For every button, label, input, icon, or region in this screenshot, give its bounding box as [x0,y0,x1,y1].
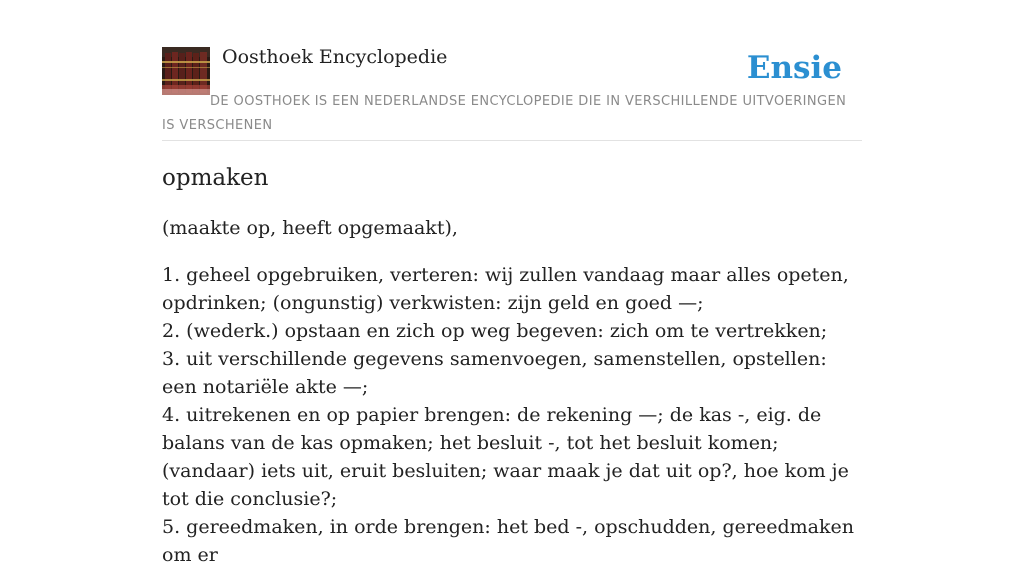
definition-item: 5. gereedmaken, in orde brengen: het bed -, opschudden, gereedmaken om er [162,516,854,566]
entry-definitions [162,261,862,569]
definition-item: 1. geheel opgebruiken, verteren: wij zullen vandaag maar alles opeten, opdrinken; (ongunstig) verkwisten: zijn geld en goed —; [162,264,849,314]
site-avatar[interactable] [162,47,210,95]
site-header [162,44,862,141]
entry-forms: (maakte op, heeft opgemaakt), [162,217,458,239]
site-title[interactable]: Oosthoek Encyclopedie [222,46,448,68]
definition-item: 2. (wederk.) opstaan en zich op weg begeven: zich om te vertrekken; [162,320,828,342]
entry-headword: opmaken [162,165,269,191]
encyclopedia-books-icon [162,47,210,95]
site-tagline: DE OOSTHOEK IS EEN NEDERLANDSE ENCYCLOPEDIE DIE IN VERSCHILLENDE UITVOERINGEN IS VERSCHENEN [162,94,847,133]
definition-item: 3. uit verschillende gegevens samenvoegen, samenstellen, opstellen: een notariële akte —; [162,348,827,398]
entry-article [162,162,862,569]
definition-item: 4. uitrekenen en op papier brengen: de rekening —; de kas -, eig. de balans van de kas opmaken; het besluit -, tot het besluit komen; (vandaar) iets uit, eruit besluiten; waar maak je dat uit op?, hoe kom je tot die conclusie?; [162,404,849,510]
brand-logo[interactable]: Ensie [746,50,842,86]
